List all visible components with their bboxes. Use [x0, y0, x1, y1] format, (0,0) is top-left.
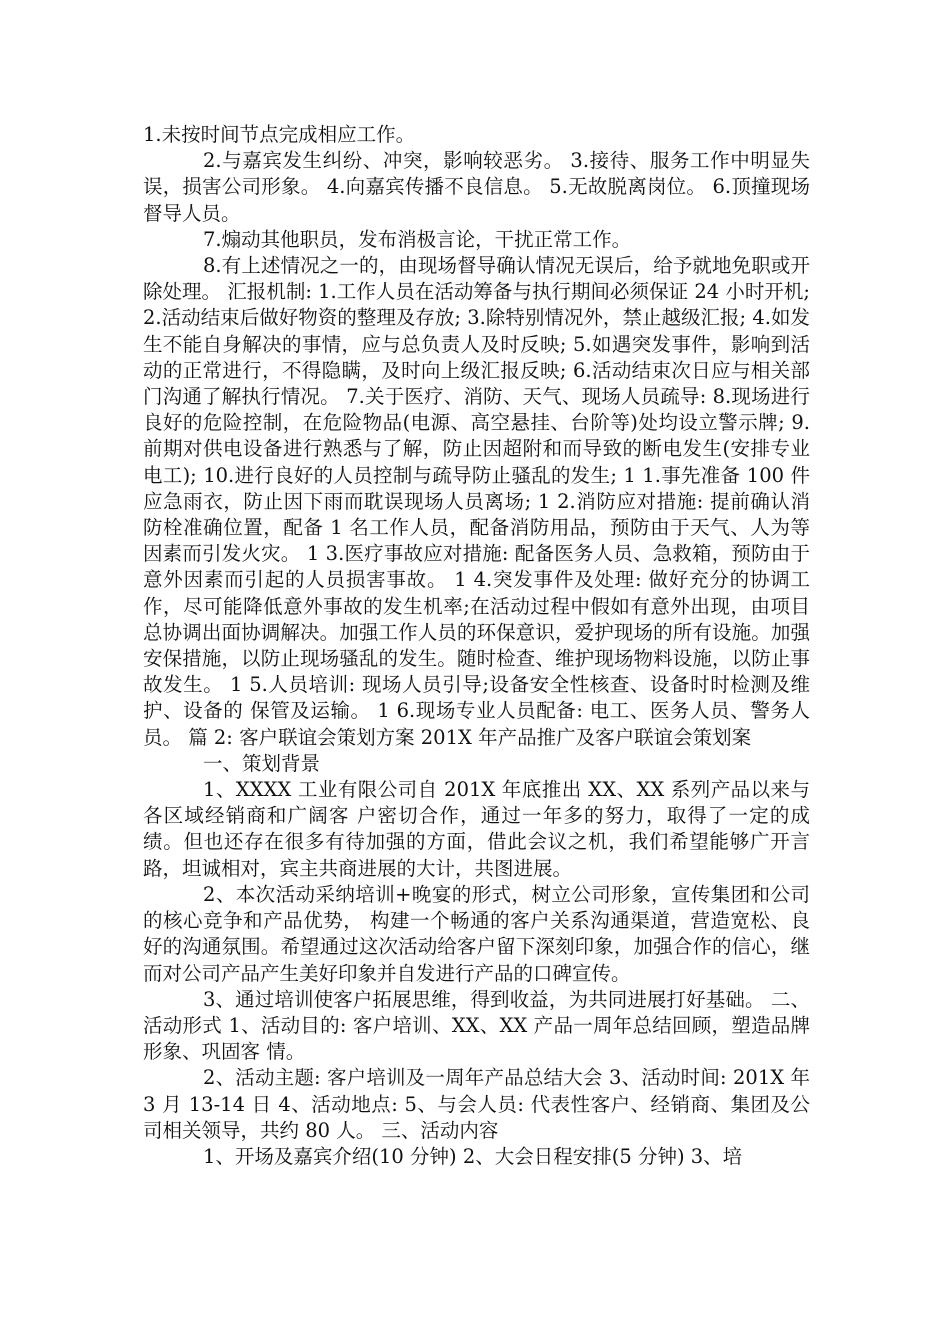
paragraph-10: 1、开场及嘉宾介绍(10 分钟) 2、大会日程安排(5 分钟) 3、培: [203, 1144, 743, 1168]
paragraph-8: 3、通过培训使客户拓展思维，得到收益，为共同进展打好基础。 二、活动形式 1、活动目的: 客户培训、XX、XX 产品一周年总结回顾，塑造品牌形象、巩固客 情。: [143, 987, 810, 1064]
paragraph-4: 8.有上述情况之一的，由现场督导确认情况无误后，给予就地免职或开除处理。 汇报机制: 1.工作人员在活动筹备与执行期间必须保证 24 小时开机; 2.活动结束后做好物资的整理及存放; 3.除特别情况外，禁止越级汇报; 4.如发生不能自身解决的事情，应与总负责人及时反映; 5.如遇突发事件，影响到活动的正常进行，不得隐瞒，及时向上级汇报反映; 6.活动结束次日应与相关部门沟通了解执行情况。 7.关于医疗、消防、天气、现场人员疏导: 8.现场进行良好的危险控制，在危险物品(电源、高空悬挂、台阶等)处均设立警示牌; 9.前期对供电设备进行熟悉与了解，防止因超附和而导致的断电发生(安排专业电工); 10.进行良好的人员控制与疏导防止骚乱的发生; 1 1.事先准备 100 件应急雨衣，防止因下雨而耽误现场人员离场; 1 2.消防应对措施: 提前确认消防栓准确位置，配备 1 名工作人员，配备消防用品，预防由于天气、人为等因素而引发火灾。 1 3.医疗事故应对措施: 配备医务人员、急救箱，预防由于意外因素而引起的人员损害事故。 1 4.突发事件及处理: 做好充分的协调工作，尽可能降低意外事故的发生机率;在活动过程中假如有意外出现，由项目总协调出面协调解决。加强工作人员的环保意识，爱护现场的所有设施。加强安保措施，以防止现场骚乱的发生。随时检查、维护现场物料设施，以防止事故发生。 1 5.人员培训: 现场人员引导;设备安全性核查、设备时时检测及维护、设备的 保管及运输。 1 6.现场专业人员配备: 电工、医务人员、警务人员。 篇 2: 客户联谊会策划方案 201X 年产品推广及客户联谊会策划案: [143, 254, 810, 749]
paragraph-3: 7.煽动其他职员，发布消极言论，干扰正常工作。: [203, 227, 632, 251]
paragraph-9: 2、活动主题: 客户培训及一周年产品总结大会 3、活动时间: 201X 年 3 月 13-14 日 4、活动地点: 5、与会人员: 代表性客户、经销商、集团及公司相关领导，共约 80 人。 三、活动内容: [143, 1066, 810, 1142]
paragraph-1: 1.未按时间节点完成相应工作。: [143, 123, 416, 146]
document-body: [143, 122, 810, 1170]
paragraph-6: 1、XXXX 工业有限公司自 201X 年底推出 XX、XX 系列产品以来与各区域经销商和广阔客 户密切合作，通过一年多的努力，取得了一定的成绩。但也还存在很多有待加强的方面，借此会议之机，我们希望能够广开言路，坦诚相对，宾主共商进展的大计，共图进展。: [143, 778, 810, 880]
paragraph-2: 2.与嘉宾发生纠纷、冲突，影响较恶劣。 3.接待、服务工作中明显失误，损害公司形象。 4.向嘉宾传播不良信息。 5.无故脱离岗位。 6.顶撞现场督导人员。: [143, 149, 810, 225]
section-heading-background: 一、策划背景: [203, 751, 321, 775]
paragraph-7: 2、本次活动采纳培训+晚宴的形式，树立公司形象，宣传集团和公司的核心竞争和产品优势， 构建一个畅通的客户关系沟通渠道，营造宽松、良好的沟通氛围。希望通过这次活动给客户留下深刻印象，加强合作的信心，继而对公司产品产生美好印象并自发进行产品的口碑宣传。: [143, 882, 810, 985]
